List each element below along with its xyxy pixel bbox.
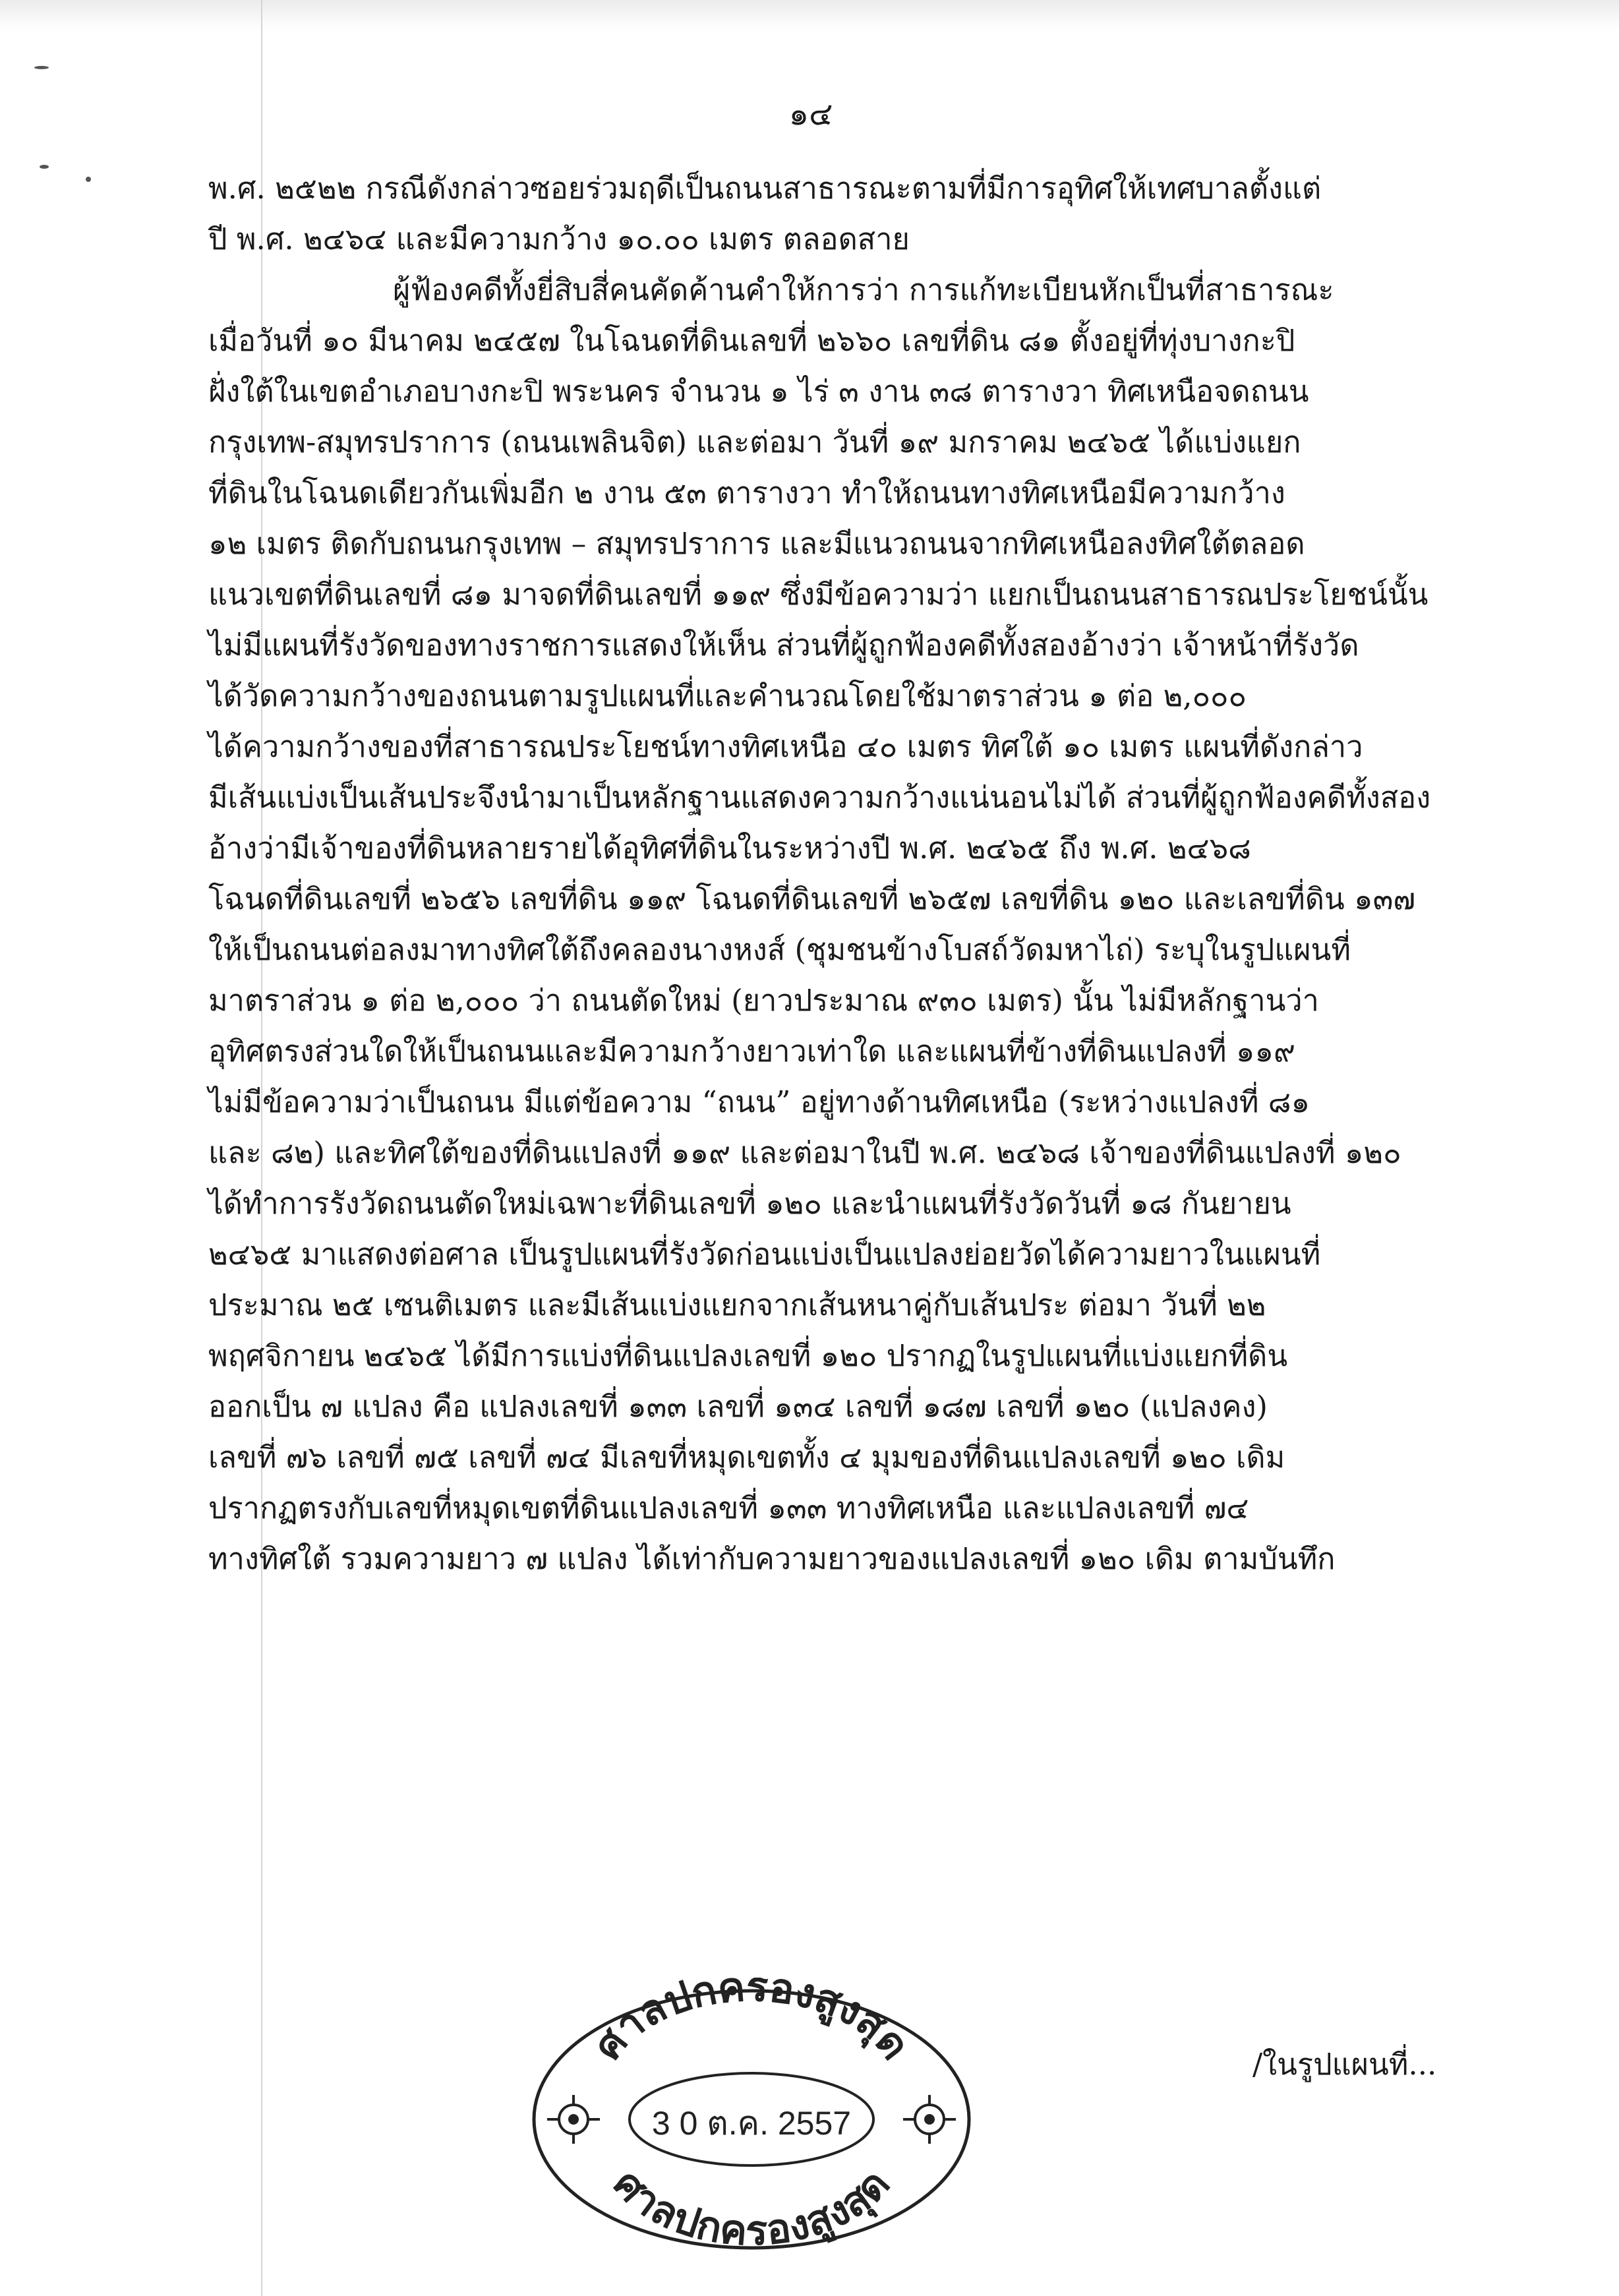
text-line: พ.ศ. ๒๕๒๒ กรณีดังกล่าวซอยร่วมฤดีเป็นถนนสาธารณะตามที่มีการอุทิศให้เทศบาลตั้งแต่ [208,171,1322,206]
scan-speck [40,165,49,169]
text-line: ได้วัดความกว้างของถนนตามรูปแผนที่และคำนวณโดยใช้มาตราส่วน ๑ ต่อ ๒,๐๐๐ [208,678,1247,713]
text-line: ๒๔๖๕ มาแสดงต่อศาล เป็นรูปแผนที่รังวัดก่อนแบ่งเป็นแปลงย่อยวัดได้ความยาวในแผนที่ [208,1237,1321,1272]
text-line: ที่ดินในโฉนดเดียวกันเพิ่มอีก ๒ งาน ๕๓ ตารางวา ทำให้ถนนทางทิศเหนือมีความกว้าง [208,475,1285,510]
text-line: กรุงเทพ-สมุทรปราการ (ถนนเพลินจิต) และต่อมา วันที่ ๑๙ มกราคม ๒๔๖๕ ได้แบ่งแยก [208,425,1301,459]
svg-text:ศาลปกครองสูงสุด [604,2161,898,2254]
stamp-ornament-right-icon [903,2095,956,2144]
text-line: ได้ความกว้างของที่สาธารณประโยชน์ทางทิศเหนือ ๔๐ เมตร ทิศใต้ ๑๐ เมตร แผนที่ดังกล่าว [208,729,1363,764]
text-line: เลขที่ ๗๖ เลขที่ ๗๕ เลขที่ ๗๔ มีเลขที่หมุดเขตทั้ง ๔ มุมของที่ดินแปลงเลขที่ ๑๒๐ เดิม [208,1440,1285,1475]
text-line: อ้างว่ามีเจ้าของที่ดินหลายรายได้อุทิศที่ดินในระหว่างปี พ.ศ. ๒๔๖๕ ถึง พ.ศ. ๒๔๖๘ [208,831,1251,866]
text-line: ฝั่งใต้ในเขตอำเภอบางกะปิ พระนคร จำนวน ๑ ไร่ ๓ งาน ๓๘ ตารางวา ทิศเหนือจดถนน [208,374,1309,409]
text-line: ๑๒ เมตร ติดกับถนนกรุงเทพ – สมุทรปราการ และมีแนวถนนจากทิศเหนือลงทิศใต้ตลอด [208,526,1305,561]
text-line: แนวเขตที่ดินเลขที่ ๘๑ มาจดที่ดินเลขที่ ๑๑๙ ซึ่งมีข้อความว่า แยกเป็นถนนสาธารณประโยชน์นั้น [208,577,1428,612]
text-line: ได้ทำการรังวัดถนนตัดใหม่เฉพาะที่ดินเลขที่ ๑๒๐ และนำแผนที่รังวัดวันที่ ๑๘ กันยายน [208,1186,1291,1221]
stamp-top-text: ศาลปกครองสูงสุด [584,1978,918,2069]
text-line: ปี พ.ศ. ๒๔๖๔ และมีความกว้าง ๑๐.๐๐ เมตร ตลอดสาย [208,221,910,256]
court-stamp [521,1978,982,2254]
scan-speck [34,66,49,69]
text-line: ผู้ฟ้องคดีทั้งยี่สิบสี่คนคัดค้านคำให้การว่า การแก้ทะเบียนหักเป็นที่สาธารณะ [393,272,1334,307]
stamp-bottom-text: ศาลปกครองสูงสุด [604,2161,899,2254]
scan-top-shadow [0,0,1619,30]
text-line: โฉนดที่ดินเลขที่ ๒๖๕๖ เลขที่ดิน ๑๑๙ โฉนดที่ดินเลขที่ ๒๖๕๗ เลขที่ดิน ๑๒๐ และเลขที่ดิน ๑๓๗ [208,881,1416,916]
svg-text:ศาลปกครองสูงสุด [585,1978,918,2068]
text-line: ประมาณ ๒๕ เซนติเมตร และมีเส้นแบ่งแยกจากเส้นหนาคู่กับเส้นประ ต่อมา วันที่ ๒๒ [208,1287,1266,1322]
text-line: พฤศจิกายน ๒๔๖๕ ได้มีการแบ่งที่ดินแปลงเลขที่ ๑๒๐ ปรากฏในรูปแผนที่แบ่งแยกที่ดิน [208,1338,1288,1373]
continuation-marker: /ในรูปแผนที่... [1252,2047,1437,2082]
stamp-ornament-left-icon [547,2095,600,2144]
text-line: มีเส้นแบ่งเป็นเส้นประจึงนำมาเป็นหลักฐานแสดงความกว้างแน่นอนไม่ได้ ส่วนที่ผู้ถูกฟ้องคดีทั้งสอง [208,780,1431,815]
scan-speck [86,177,91,182]
text-line: ออกเป็น ๗ แปลง คือ แปลงเลขที่ ๑๓๓ เลขที่ ๑๓๔ เลขที่ ๑๘๗ เลขที่ ๑๒๐ (แปลงคง) [208,1389,1268,1424]
page-number: ๑๔ [788,96,833,132]
text-line: ไม่มีแผนที่รังวัดของทางราชการแสดงให้เห็น ส่วนที่ผู้ถูกฟ้องคดีทั้งสองอ้างว่า เจ้าหน้าที่รังวัด [208,628,1359,662]
text-line: ทางทิศใต้ รวมความยาว ๗ แปลง ได้เท่ากับความยาวของแปลงเลขที่ ๑๒๐ เดิม ตามบันทึก [208,1541,1336,1576]
text-line: มาตราส่วน ๑ ต่อ ๒,๐๐๐ ว่า ถนนตัดใหม่ (ยาวประมาณ ๙๓๐ เมตร) นั้น ไม่มีหลักฐานว่า [208,983,1319,1018]
text-line: ให้เป็นถนนต่อลงมาทางทิศใต้ถึงคลองนางหงส์ (ชุมชนข้างโบสถ์วัดมหาไถ่) ระบุในรูปแผนที่ [208,932,1351,967]
text-line: ปรากฏตรงกับเลขที่หมุดเขตที่ดินแปลงเลขที่ ๑๓๓ ทางทิศเหนือ และแปลงเลขที่ ๗๔ [208,1490,1249,1525]
text-line: อุทิศตรงส่วนใดให้เป็นถนนและมีความกว้างยาวเท่าใด และแผนที่ข้างที่ดินแปลงที่ ๑๑๙ [208,1034,1295,1069]
text-line: เมื่อวันที่ ๑๐ มีนาคม ๒๔๕๗ ในโฉนดที่ดินเลขที่ ๒๖๖๐ เลขที่ดิน ๘๑ ตั้งอยู่ที่ทุ่งบางกะปิ [208,323,1295,358]
text-line: ไม่มีข้อความว่าเป็นถนน มีแต่ข้อความ “ถนน” อยู่ทางด้านทิศเหนือ (ระหว่างแปลงที่ ๘๑ [208,1084,1310,1119]
stamp-date: 3 0 ต.ค. 2557 [651,2105,852,2142]
text-line: และ ๘๒) และทิศใต้ของที่ดินแปลงที่ ๑๑๙ และต่อมาในปี พ.ศ. ๒๔๖๘ เจ้าของที่ดินแปลงที่ ๑๒๐ [208,1135,1401,1170]
